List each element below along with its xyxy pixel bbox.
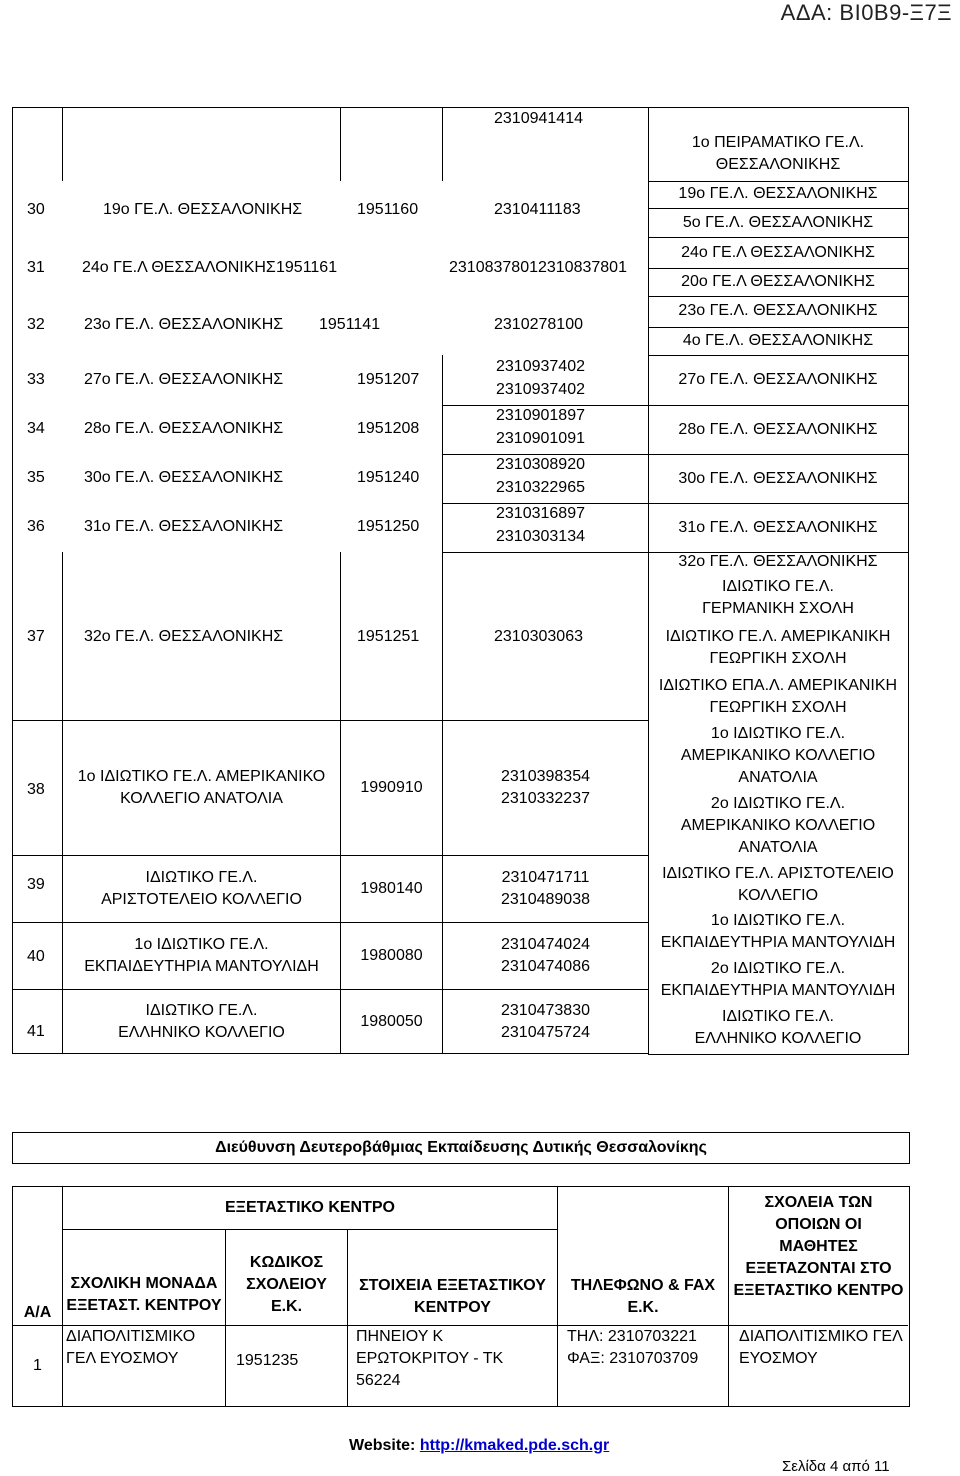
right-school xyxy=(649,130,907,178)
right-school-line: ΕΚΠΑΙΔΕΥΤΗΡΙΑ ΜΑΝΤΟΥΛΙΔΗ xyxy=(660,982,896,999)
right-school-line: ΙΔΙΩΤΙΚΟ ΓΕ.Λ. xyxy=(722,1008,834,1025)
bottom-table-row-divider xyxy=(62,1229,557,1230)
header-line: ΕΞΕΤΑΣΤΙΚΟ ΚΕΝΤΡΟ xyxy=(733,1282,904,1299)
header-line: ΣΤΟΙΧΕΙΑ ΕΞΕΤΑΣΤΙΚΟΥ xyxy=(359,1277,546,1294)
right-school-line: 1ο ΠΕΙΡΑΜΑΤΙΚΟ ΓΕ.Λ. xyxy=(691,134,865,151)
right-school-line: 2ο ΙΔΙΩΤΙΚΟ ΓΕ.Λ. xyxy=(710,795,846,812)
school-name-line: ΙΔΙΩΤΙΚΟ ΓΕ.Λ. xyxy=(145,1001,258,1019)
row-number: 30 xyxy=(27,201,45,218)
header-line: ΟΠΟΙΩΝ ΟΙ xyxy=(775,1216,862,1233)
phone-value: 2310471711 xyxy=(501,869,590,886)
right-school-line: ΑΝΑΤΟΛΙΑ xyxy=(738,769,818,786)
top-table-border-left xyxy=(12,107,13,1054)
phone-value: 2310308920 xyxy=(496,456,585,473)
phone-fax-value xyxy=(567,1326,727,1396)
phone-cell xyxy=(443,721,648,855)
school-name: 24ο ΓΕ.Λ ΘΕΣΣΑΛΟΝΙΚΗΣ xyxy=(82,259,276,276)
right-school-line: 2ο ΙΔΙΩΤΙΚΟ ΓΕ.Λ. xyxy=(710,960,846,977)
school-name-line: ΙΔΙΩΤΙΚΟ ΓΕ.Λ. xyxy=(145,869,258,886)
right-school-line: ΕΛΛΗΝΙΚΟ ΚΟΛΛΕΓΙΟ xyxy=(694,1030,862,1047)
value-line: ΔΙΑΠΟΛΙΤΙΣΜΙΚΟ ΓΕΛ xyxy=(739,1328,903,1345)
code-header xyxy=(226,1250,347,1320)
right-school-line: ΓΕΩΡΓΙΚΗ ΣΧΟΛΗ xyxy=(709,699,847,716)
header-line: ΚΕΝΤΡΟΥ xyxy=(414,1299,491,1316)
school-name-line: 1ο ΙΔΙΩΤΙΚΟ ΓΕ.Λ. ΑΜΕΡΙΚΑΝΙΚΟ xyxy=(77,768,326,785)
website-footer xyxy=(349,1435,609,1457)
phone-value: 2310473830 xyxy=(501,1001,590,1019)
header-line: ΣΧΟΛΕΙΟΥ xyxy=(246,1276,327,1293)
right-school-line: ΑΝΑΤΟΛΙΑ xyxy=(738,839,818,856)
school-code: 1951160 xyxy=(357,201,419,218)
row-number: 38 xyxy=(27,781,45,798)
right-school: 20ο ΓΕ.Λ ΘΕΣΣΑΛΟΝΙΚΗΣ xyxy=(681,273,875,290)
right-school-line: ΙΔΙΩΤΙΚΟ ΓΕ.Λ. xyxy=(722,578,834,595)
row-number: 36 xyxy=(27,518,45,535)
right-column-divider xyxy=(648,237,908,238)
phone-value: 2310411183 xyxy=(494,201,581,218)
phone-value: 23108378012310837801 xyxy=(449,259,627,276)
school-code: 1951208 xyxy=(357,420,420,437)
header-line: ΚΩΔΙΚΟΣ xyxy=(249,1254,324,1271)
school-name xyxy=(63,856,340,922)
right-school-line: ΙΔΙΩΤΙΚΟ ΓΕ.Λ. ΑΡΙΣΤΟΤΕΛΕΙΟ xyxy=(662,865,894,882)
right-school-line: ΑΜΕΡΙΚΑΝΙΚΟ ΚΟΛΛΕΓΙΟ xyxy=(680,747,876,764)
school-code: 1990910 xyxy=(360,779,423,796)
header-line: ΕΞΕΤΑΖΟΝΤΑΙ ΣΤΟ xyxy=(745,1260,892,1277)
right-school-line: ΚΟΛΛΕΓΙΟ xyxy=(737,887,819,904)
aa-value: 1 xyxy=(33,1357,42,1374)
right-school: 4ο ΓΕ.Λ. ΘΕΣΣΑΛΟΝΙΚΗΣ xyxy=(682,332,874,349)
top-table-col-divider xyxy=(62,107,63,181)
phone-value: 2310475724 xyxy=(501,1023,590,1041)
school-code: 1951207 xyxy=(357,371,420,388)
school-name: 30ο ΓΕ.Λ. ΘΕΣΣΑΛΟΝΙΚΗΣ xyxy=(84,469,284,486)
phone-value: 2310278100 xyxy=(494,316,583,333)
right-school-line: ΓΕΡΜΑΝΙΚΗ ΣΧΟΛΗ xyxy=(702,600,854,617)
right-school xyxy=(649,576,907,620)
page-number: Σελίδα 4 από 11 xyxy=(782,1458,890,1475)
school-name: 32ο ΓΕ.Λ. ΘΕΣΣΑΛΟΝΙΚΗΣ xyxy=(84,628,284,645)
school-unit-header xyxy=(63,1270,225,1320)
phone-value: 2310474086 xyxy=(501,958,590,975)
school-code: 1951240 xyxy=(357,469,420,486)
right-school-line: 1ο ΙΔΙΩΤΙΚΟ ΓΕ.Λ. xyxy=(710,725,846,742)
header-line: ΜΑΘΗΤΕΣ xyxy=(779,1238,858,1255)
school-code: 1980050 xyxy=(360,1012,423,1030)
school-name xyxy=(63,923,340,989)
phone-value: 2310303134 xyxy=(496,528,585,545)
schools-header xyxy=(729,1188,908,1306)
right-school xyxy=(649,958,907,1002)
right-school xyxy=(649,626,907,670)
schools-value xyxy=(739,1326,907,1396)
right-school xyxy=(649,723,907,789)
value-line: ΕΡΩΤΟΚΡΙΤΟΥ - ΤΚ xyxy=(356,1350,504,1367)
header-line: ΕΞΕΤΑΣΤ. ΚΕΝΤΡΟΥ xyxy=(66,1297,222,1314)
value-line: ΤΗΛ: 2310703221 xyxy=(567,1328,697,1345)
value-line: ΓΕΛ ΕΥΟΣΜΟΥ xyxy=(66,1350,179,1367)
header-line: ΣΧΟΛΕΙΑ ΤΩΝ xyxy=(764,1194,873,1211)
school-code: 1951141 xyxy=(319,316,381,333)
school-name-line: ΑΡΙΣΤΟΤΕΛΕΙΟ ΚΟΛΛΕΓΙΟ xyxy=(101,891,302,908)
right-school xyxy=(649,793,907,859)
right-school-line: ΕΚΠΑΙΔΕΥΤΗΡΙΑ ΜΑΝΤΟΥΛΙΔΗ xyxy=(660,934,896,951)
details-value xyxy=(356,1326,556,1396)
top-table-border-bottom xyxy=(12,1053,648,1054)
top-table-col-divider xyxy=(442,107,443,181)
school-name xyxy=(63,721,340,855)
right-school: 23ο ΓΕ.Λ. ΘΕΣΣΑΛΟΝΙΚΗΣ xyxy=(678,302,878,319)
school-code: 1980140 xyxy=(360,880,423,897)
right-school: 28ο ΓΕ.Λ. ΘΕΣΣΑΛΟΝΙΚΗΣ xyxy=(678,421,878,438)
phone-value: 2310316897 xyxy=(496,505,585,522)
phone-value: 2310332237 xyxy=(501,790,590,807)
right-school: 27ο ΓΕ.Λ. ΘΕΣΣΑΛΟΝΙΚΗΣ xyxy=(678,371,878,388)
right-school xyxy=(649,1006,907,1050)
header-line: ΤΗΛΕΦΩΝΟ & FAX xyxy=(570,1277,716,1294)
row-number: 41 xyxy=(27,1023,45,1040)
school-name-line: ΚΟΛΛΕΓΙΟ ΑΝΑΤΟΛΙΑ xyxy=(120,790,283,807)
right-school-line: 1ο ΙΔΙΩΤΙΚΟ ΓΕ.Λ. xyxy=(710,912,846,929)
ada-code: ΑΔΑ: ΒΙ0Β9-Ξ7Ξ xyxy=(780,0,952,25)
school-name: 27ο ΓΕ.Λ. ΘΕΣΣΑΛΟΝΙΚΗΣ xyxy=(84,371,284,388)
right-school: 24ο ΓΕ.Λ ΘΕΣΣΑΛΟΝΙΚΗΣ xyxy=(681,244,875,261)
school-name: 19ο ΓΕ.Λ. ΘΕΣΣΑΛΟΝΙΚΗΣ xyxy=(103,201,303,218)
right-column-divider xyxy=(648,208,908,209)
right-school: 32ο ΓΕ.Λ. ΘΕΣΣΑΛΟΝΙΚΗΣ xyxy=(678,553,878,570)
row-number: 37 xyxy=(27,628,45,645)
value-line: 56224 xyxy=(356,1372,401,1389)
right-school xyxy=(649,675,907,719)
aa-header: Α/Α xyxy=(23,1303,52,1321)
right-school-line: ΘΕΣΣΑΛΟΝΙΚΗΣ xyxy=(715,156,841,173)
value-line: ΠΗΝΕΙΟΥ Κ xyxy=(356,1328,444,1345)
row-number: 39 xyxy=(27,876,45,893)
phone-cell xyxy=(443,923,648,989)
row-number: 32 xyxy=(27,316,45,333)
right-school-line: ΙΔΙΩΤΙΚΟ ΓΕ.Λ. ΑΜΕΡΙΚΑΝΙΚΗ xyxy=(665,628,891,645)
row-number: 31 xyxy=(27,259,45,276)
row-number: 34 xyxy=(27,420,45,437)
phone-value: 2310489038 xyxy=(501,891,590,908)
website-link[interactable]: http://kmaked.pde.sch.gr xyxy=(419,1437,610,1454)
phone-value: 2310901091 xyxy=(496,430,585,447)
top-table-col-divider xyxy=(340,107,341,181)
school-name: 28ο ΓΕ.Λ. ΘΕΣΣΑΛΟΝΙΚΗΣ xyxy=(84,420,284,437)
phone-value: 2310901897 xyxy=(496,407,585,424)
phone-value: 2310398354 xyxy=(501,768,590,785)
phone-cell xyxy=(443,856,648,922)
header-line: Ε.Κ. xyxy=(270,1298,303,1315)
phone-value: 2310937402 xyxy=(496,358,585,375)
phone-value: 2310474024 xyxy=(501,936,590,953)
right-school xyxy=(649,863,907,907)
right-school-line: ΓΕΩΡΓΙΚΗ ΣΧΟΛΗ xyxy=(709,650,847,667)
website-label: Website: xyxy=(349,1437,416,1454)
row-number: 33 xyxy=(27,371,45,388)
phone-value: 2310322965 xyxy=(496,479,585,496)
row-number: 35 xyxy=(27,469,45,486)
top-table-row-divider xyxy=(442,552,648,553)
right-school: 30ο ΓΕ.Λ. ΘΕΣΣΑΛΟΝΙΚΗΣ xyxy=(678,470,878,487)
section-title: Διεύθυνση Δευτεροβάθμιας Εκπαίδευσης Δυτικής Θεσσαλονίκης xyxy=(12,1132,910,1164)
school-name: 23ο ΓΕ.Λ. ΘΕΣΣΑΛΟΝΙΚΗΣ xyxy=(84,316,284,333)
right-school-line: ΑΜΕΡΙΚΑΝΙΚΟ ΚΟΛΛΕΓΙΟ xyxy=(680,817,876,834)
phone-fax-header xyxy=(558,1273,728,1321)
school-name: 31ο ΓΕ.Λ. ΘΕΣΣΑΛΟΝΙΚΗΣ xyxy=(84,518,284,535)
right-school xyxy=(649,910,907,954)
value-line: ΕΥΟΣΜΟΥ xyxy=(739,1350,818,1367)
phone-value: 2310303063 xyxy=(494,628,583,645)
value-line: ΦΑΞ: 2310703709 xyxy=(567,1350,699,1367)
value-line: ΔΙΑΠΟΛΙΤΙΣΜΙΚΟ xyxy=(66,1328,196,1345)
school-code: 1951251 xyxy=(357,628,420,645)
row-number: 40 xyxy=(27,948,45,965)
header-line: ΣΧΟΛΙΚΗ ΜΟΝΑΔΑ xyxy=(70,1275,218,1292)
school-code: 1980080 xyxy=(360,947,423,964)
header-line: Ε.Κ. xyxy=(627,1299,659,1316)
school-name-line: ΕΛΛΗΝΙΚΟ ΚΟΛΛΕΓΙΟ xyxy=(118,1023,285,1041)
details-header xyxy=(348,1273,557,1321)
school-name-line: 1ο ΙΔΙΩΤΙΚΟ ΓΕ.Λ. xyxy=(134,936,269,953)
phone-cell xyxy=(443,990,648,1053)
right-school: 5ο ΓΕ.Λ. ΘΕΣΣΑΛΟΝΙΚΗΣ xyxy=(682,214,874,231)
code-value: 1951235 xyxy=(236,1352,299,1369)
school-unit-value xyxy=(66,1326,224,1396)
school-name-line: ΕΚΠΑΙΔΕΥΤΗΡΙΑ ΜΑΝΤΟΥΛΙΔΗ xyxy=(84,958,319,975)
school-code: 1951250 xyxy=(357,518,420,535)
right-school-line: ΙΔΙΩΤΙΚΟ ΕΠΑ.Λ. ΑΜΕΡΙΚΑΝΙΚΗ xyxy=(658,677,898,694)
school-code: 1951161 xyxy=(276,259,338,276)
right-column-divider xyxy=(648,296,908,297)
right-school: 19ο ΓΕ.Λ. ΘΕΣΣΑΛΟΝΙΚΗΣ xyxy=(678,185,878,202)
exam-center-header: ΕΞΕΤΑΣΤΙΚΟ ΚΕΝΤΡΟ xyxy=(225,1199,395,1216)
right-school: 31ο ΓΕ.Λ. ΘΕΣΣΑΛΟΝΙΚΗΣ xyxy=(678,519,878,536)
phone-value: 2310941414 xyxy=(494,110,583,127)
phone-value: 2310937402 xyxy=(496,381,585,398)
school-name xyxy=(63,990,340,1053)
